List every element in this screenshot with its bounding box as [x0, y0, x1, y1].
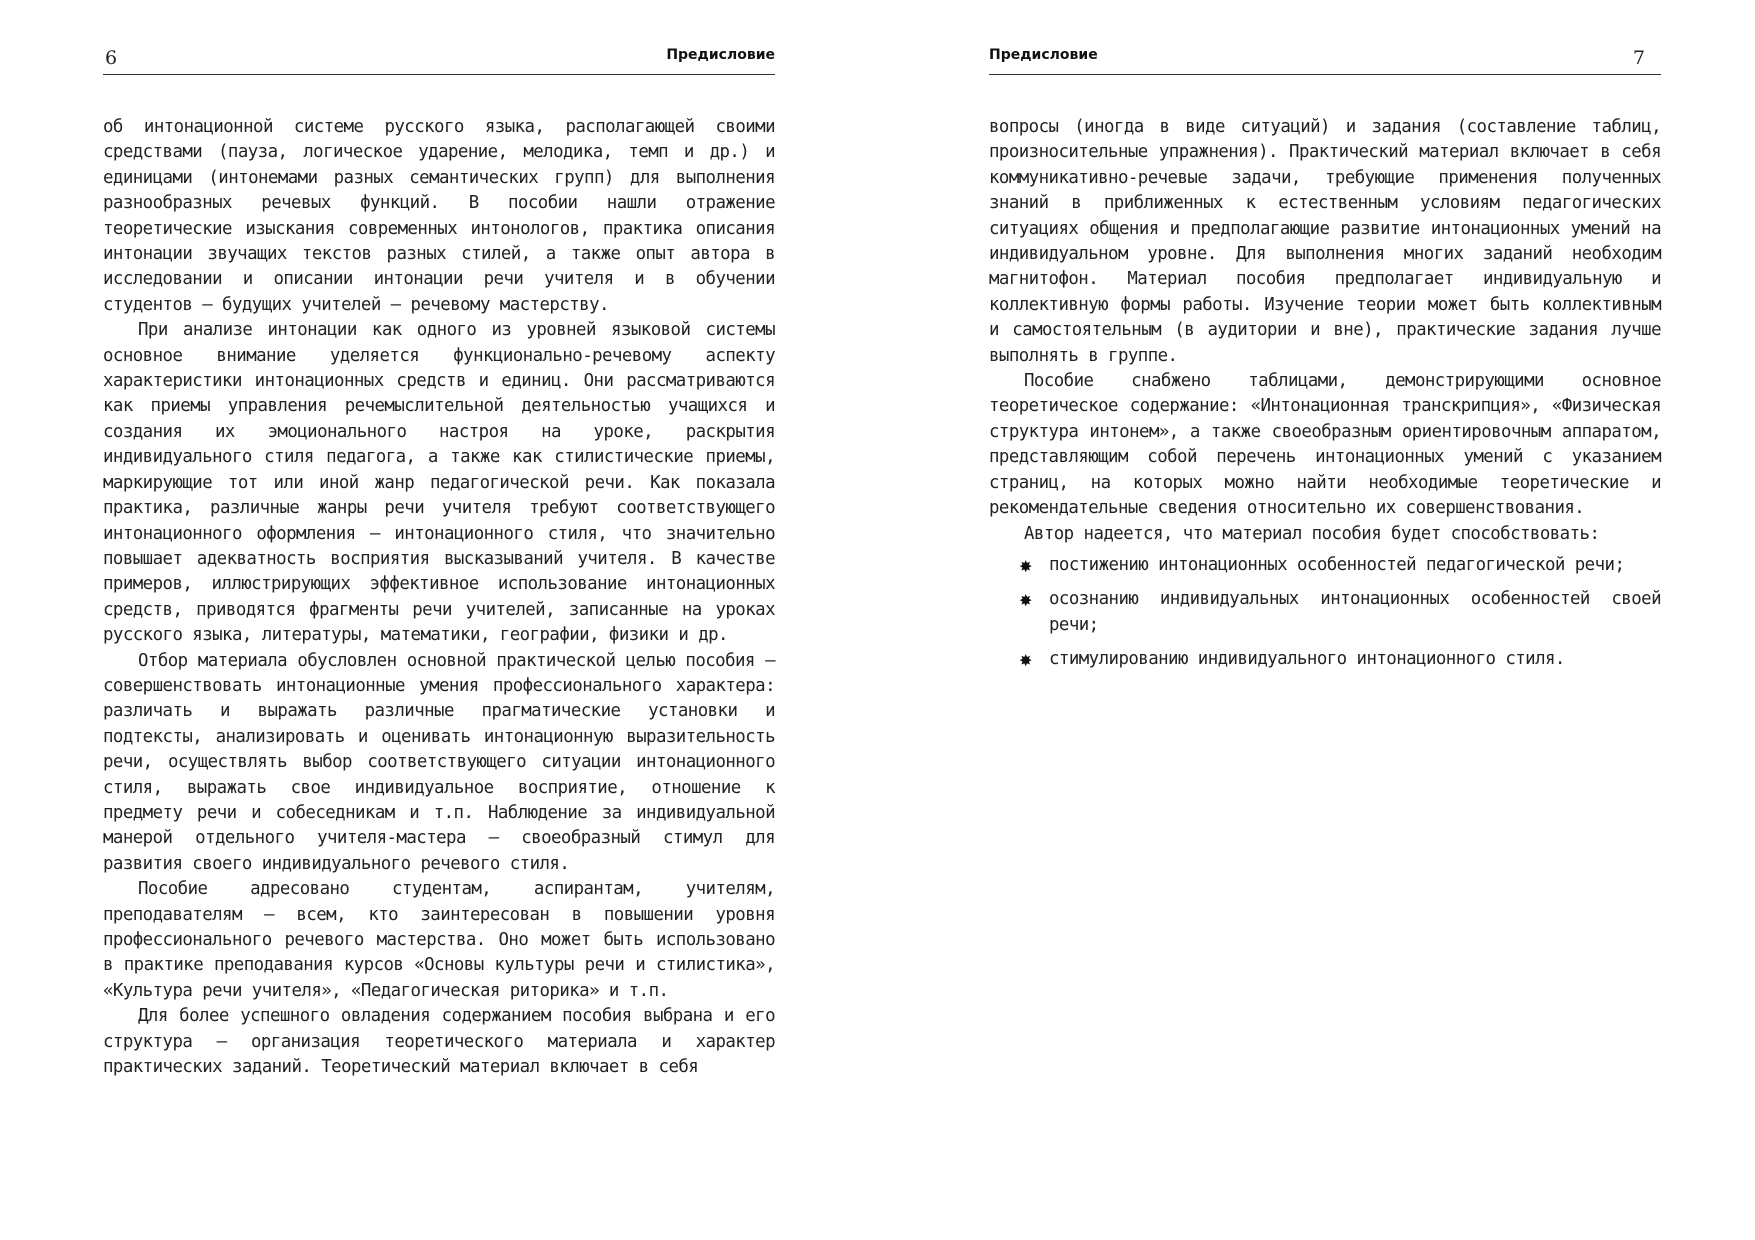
paragraph: При анализе интонации как одного из уровней языковой системы основное внимание уделяется функционально-речевому аспекту характеристики интонационных средств и единиц. Они рассматриваются как приемы управления речемыслительной деятельностью учащихся и создания их эмоционального настроя на уроке, раскрытия индивидуального стиля педагога, а также как стилистические приемы, маркирующие тот или иной жанр педагогической речи. Как показала практика, различные жанры речи учителя требуют соответствующего интонационного оформления — интонационного стиля, что значительно повышает адекватность восприятия высказываний учителя. В качестве примеров, иллюстрирующих эффективное использование интонационных средств, приводятся фрагменты речи учителей, записанные на уроках русского языка, литературы, математики, географии, физики и др.: [103, 320, 775, 646]
page-number: 6: [105, 47, 118, 69]
list-item-text: осознанию индивидуальных интонационных особенностей своей речи;: [1049, 589, 1661, 635]
bullet-list: [989, 553, 1661, 673]
paragraph: Автор надеется, что материал пособия будет способствовать:: [1024, 523, 1600, 544]
page-number: 7: [1632, 47, 1645, 69]
bullet-icon: ✸: [1019, 651, 1032, 671]
bullet-icon: ✸: [1019, 591, 1032, 611]
list-item-text: стимулированию индивидуального интонационного стиля.: [1049, 649, 1565, 670]
bullet-icon: ✸: [1019, 556, 1032, 576]
body-text: [103, 115, 775, 1080]
paragraph: Пособие адресовано студентам, аспирантам, учителям, преподавателям — всем, кто заинтересован в повышении уровня профессионального речевого мастерства. Оно может быть использовано в практике преподавания курсов «Основы культуры речи и стилистика», «Культура речи учителя», «Педагогическая риторика» и т.п.: [103, 879, 775, 1001]
list-item: [989, 553, 1661, 578]
paragraph: Пособие снабжено таблицами, демонстрирующими основное теоретическое содержание: «Интонационная транскрипция», «Физическая структура интонем», а также своеобразным ориентировочным аппаратом, представляющим собой перечень интонационных умений с указанием страниц, на которых можно найти необходимые теоретические и рекомендательные сведения относительно их совершенствования.: [989, 371, 1661, 519]
list-item: [989, 647, 1661, 672]
paragraph: вопросы (иногда в виде ситуаций) и задания (составление таблиц, произносительные упражнения). Практический материал включает в себя коммуникативно-речевые задачи, требующие применения полученных знаний в приближенных к естественным условиям педагогических ситуациях общения и предполагающие развитие интонационных умений на индивидуальном уровне. Для выполнения многих заданий необходим магнитофон. Материал пособия предполагает индивидуальную и коллективную формы работы. Изучение теории может быть коллективным и самостоятельным (в аудитории и вне), практические задания лучше выполнять в группе.: [989, 117, 1661, 366]
list-item: [989, 587, 1661, 638]
paragraph: Отбор материала обусловлен основной практической целью пособия — совершенствовать интонационные умения профессионального характера: различать и выражать различные прагматические установки и подтексты, анализировать и оценивать интонационную выразительность речи, осуществлять выбор соответствующего ситуации интонационного стиля, выражать свое индивидуальное восприятие, отношение к предмету речи и собеседникам и т.п. Наблюдение за индивидуальной манерой отдельного учителя-мастера — своеобразный стимул для развития своего индивидуального речевого стиля.: [103, 650, 775, 874]
paragraph: об интонационной системе русского языка, располагающей своими средствами (пауза, логическое ударение, мелодика, темп и др.) и единицами (интонемами разных семантических групп) для выполнения разнообразных речевых функций. В пособии нашли отражение теоретические изыскания современных интонологов, практика описания интонации звучащих текстов разных стилей, а также опыт автора в исследовании и описании интонации речи учителя и в обучении студентов — будущих учителей — речевому мастерству.: [103, 117, 775, 315]
running-header: [989, 44, 1661, 75]
running-header: [103, 44, 775, 75]
right-page: [989, 0, 1669, 1240]
running-title: Предисловие: [666, 47, 775, 63]
list-item-text: постижению интонационных особенностей педагогической речи;: [1049, 554, 1625, 575]
paragraph: Для более успешного овладения содержанием пособия выбрана и его структура — организация теоретического материала и характер практических заданий. Теоретический материал включает в себя: [103, 1006, 775, 1078]
body-text: [989, 115, 1661, 682]
left-page: [103, 0, 783, 1240]
running-title: Предисловие: [989, 47, 1098, 63]
